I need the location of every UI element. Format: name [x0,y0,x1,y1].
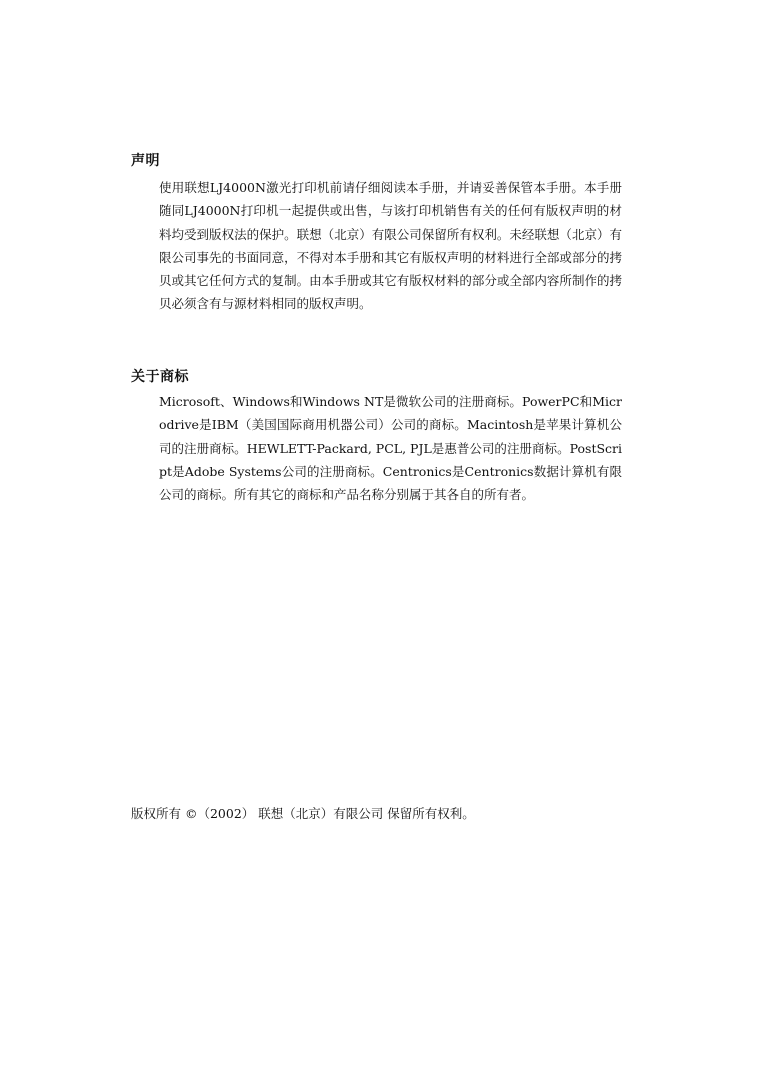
trademark-heading: 关于商标 [131,369,189,385]
statement-heading: 声明 [131,153,160,169]
copyright-notice: 版权所有 ©（2002） 联想（北京）有限公司 保留所有权利。 [131,806,475,821]
trademark-paragraph: Microsoft、Windows和Windows NT是微软公司的注册商标。PowerPC和Microdrive是IBM（美国国际商用机器公司）公司的商标。Macintosh是苹果计算机公司的注册商标。HEWLETT-Packard, PCL, PJL是惠普公司的注册商标。PostScript是Adobe Systems公司的注册商标。Centronics是Centronics数据计算机有限公司的商标。所有其它的商标和产品名称分别属于其各自的所有者。 [159,394,622,503]
statement-paragraph: 使用联想LJ4000N激光打印机前请仔细阅读本手册，并请妥善保管本手册。本手册随同LJ4000N打印机一起提供或出售，与该打印机销售有关的任何有版权声明的材料均受到版权法的保护。联想（北京）有限公司保留所有权利。未经联想（北京）有限公司事先的书面同意，不得对本手册和其它有版权声明的材料进行全部或部分的拷贝或其它任何方式的复制。由本手册或其它有版权材料的部分或全部内容所制作的拷贝必须含有与源材料相同的版权声明。 [159,180,622,312]
